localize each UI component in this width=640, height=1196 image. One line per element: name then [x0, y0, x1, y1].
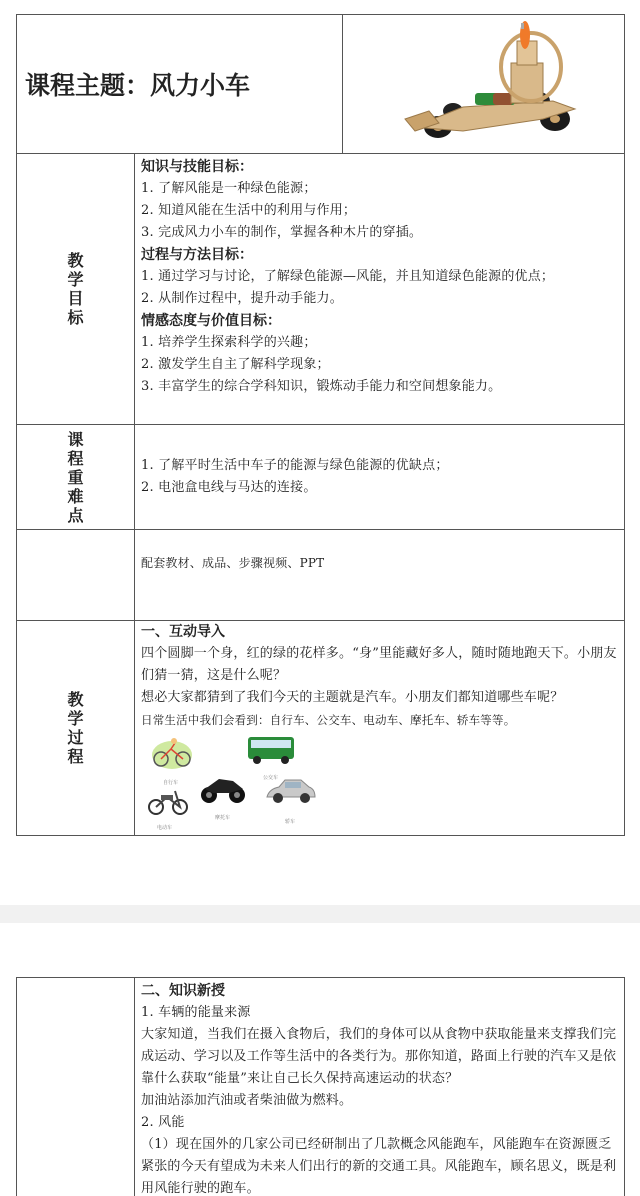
- process-item: 2. 从制作过程中，提升动手能力。: [141, 291, 343, 306]
- riddle-text: 四个圆脚一个身，红的绿的花样多。“身”里能藏好多人，随时随地跑天下。小朋友们猜一猜，这是什么呢？: [141, 646, 617, 683]
- electric-bike-image: [147, 783, 189, 815]
- new-knowledge-heading: 二、知识新授: [141, 983, 225, 999]
- process-row: [17, 621, 625, 836]
- process-item: 1. 通过学习与讨论，了解绿色能源—风能，并且知道绿色能源的优点；: [141, 269, 555, 284]
- lesson-plan-table-continued: [16, 977, 625, 1196]
- knowledge-item: 3. 完成风力小车的制作，掌握各种木片的穿插。: [141, 225, 423, 240]
- difficulties-label: 课程重难点: [17, 425, 135, 530]
- sedan-image: [265, 775, 317, 807]
- vehicle-images: [141, 735, 618, 831]
- bus-image: [247, 735, 295, 765]
- knowledge-heading: 知识与技能目标：: [141, 159, 253, 175]
- examples-text: 日常生活中我们会看到：自行车、公交车、电动车、摩托车、轿车等等。: [141, 713, 516, 727]
- materials-text: 配套教材、成品、步骤视频、PPT: [141, 556, 325, 570]
- sedan-caption: 轿车: [285, 819, 296, 825]
- bicycle-image: [149, 735, 195, 771]
- objectives-row: [17, 154, 625, 425]
- intro-heading: 一、互动导入: [141, 624, 225, 640]
- new-knowledge-label: [17, 978, 135, 1196]
- wind-car-picture: [343, 15, 623, 149]
- objectives-content: [135, 154, 625, 425]
- knowledge-item: 1. 了解风能是一种绿色能源；: [141, 181, 317, 196]
- materials-row: [17, 530, 625, 621]
- knowledge-item: 2. 知道风能在生活中的利用与作用；: [141, 203, 357, 218]
- energy-source-subheading: 1. 车辆的能量来源: [141, 1005, 251, 1020]
- difficulty-item: 2. 电池盒电线与马达的连接。: [141, 480, 317, 495]
- new-knowledge-row: [17, 978, 625, 1196]
- motorcycle-image: [199, 771, 247, 805]
- process-heading: 过程与方法目标：: [141, 247, 253, 263]
- title-row: [17, 15, 625, 154]
- difficulties-row: [17, 425, 625, 530]
- attitude-heading: 情感态度与价值目标：: [141, 313, 281, 329]
- document-page-2: [0, 923, 640, 1196]
- process-label: 教学过程: [17, 621, 135, 836]
- materials-content: [135, 530, 625, 621]
- guess-text: 想必大家都猜到了我们今天的主题就是汽车。小朋友们都知道哪些车呢？: [141, 690, 564, 705]
- attitude-item: 3. 丰富学生的综合学科知识，锻炼动手能力和空间想象能力。: [141, 379, 502, 394]
- bicycle-caption: 自行车: [163, 780, 179, 786]
- materials-label: [17, 530, 135, 621]
- wind-car-paragraph: （1）现在国外的几家公司已经研制出了几款概念风能跑车，风能跑车在资源匮乏紧张的今天有望成为未来人们出行的新的交通工具。风能跑车，顾名思义，既是利用风能行驶的跑车。: [141, 1137, 617, 1196]
- motorcycle-caption: 摩托车: [215, 815, 231, 821]
- page-break: [0, 905, 640, 923]
- objectives-label: 教学目标: [17, 154, 135, 425]
- process-content: [135, 621, 625, 836]
- lesson-plan-table: [16, 14, 625, 836]
- new-knowledge-content: [135, 978, 625, 1196]
- wind-energy-subheading: 2. 风能: [141, 1115, 185, 1130]
- attitude-item: 2. 激发学生自主了解科学现象；: [141, 357, 330, 372]
- fuel-paragraph: 加油站添加汽油或者柴油做为燃料。: [141, 1093, 353, 1108]
- energy-paragraph: 大家知道，当我们在摄入食物后，我们的身体可以从食物中获取能量来支撑我们完成运动、学习以及工作等生活中的各类行为。那你知道，路面上行驶的汽车又是依靠什么获取“能量”来让自己长久保持高速运动的状态？: [141, 1027, 617, 1086]
- attitude-item: 1. 培养学生探索科学的兴趣；: [141, 335, 317, 350]
- difficulty-item: 1. 了解平时生活中车子的能源与绿色能源的优缺点；: [141, 458, 449, 473]
- ebike-caption: 电动车: [157, 825, 173, 831]
- bus-caption: 公交车: [263, 775, 279, 781]
- wind-car-image: [343, 15, 625, 154]
- difficulties-content: [135, 425, 625, 530]
- course-title: 课程主题：风力小车: [17, 15, 343, 154]
